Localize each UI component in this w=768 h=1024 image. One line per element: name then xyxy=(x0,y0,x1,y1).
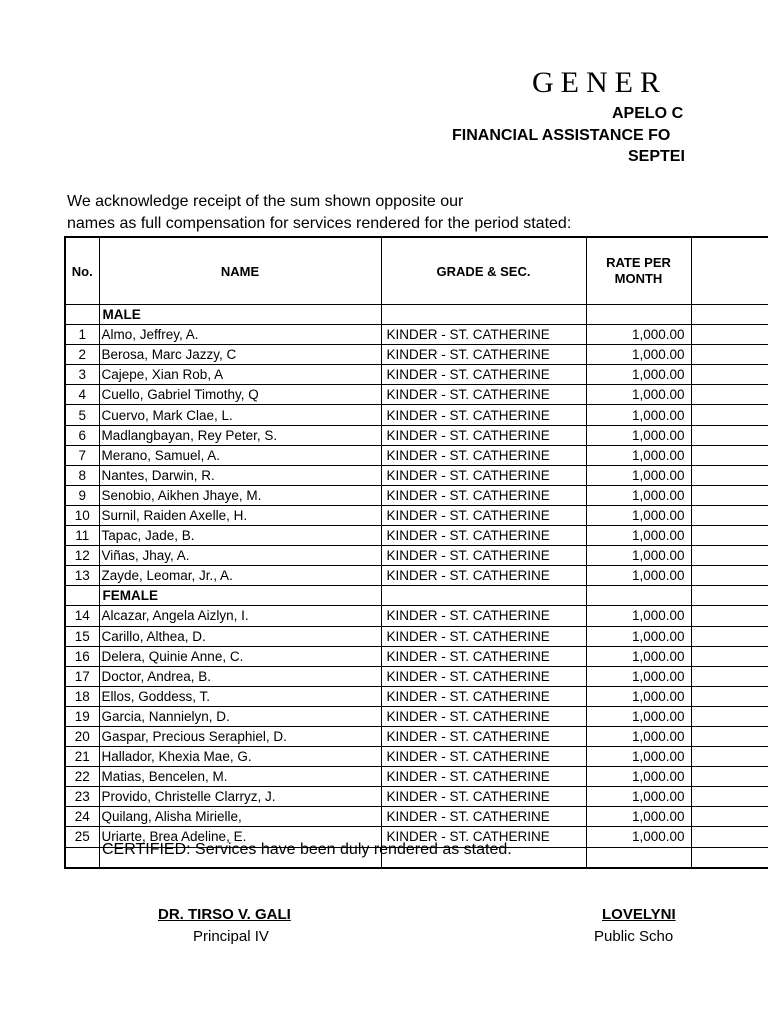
row-extra-cell xyxy=(691,505,768,525)
table-row xyxy=(65,706,768,726)
table-row xyxy=(65,345,768,365)
row-extra-cell xyxy=(691,445,768,465)
row-extra-cell xyxy=(691,646,768,666)
row-number: 2 xyxy=(65,345,99,365)
document-title: GENER xyxy=(532,66,667,99)
row-rate: 1,000.00 xyxy=(586,425,691,445)
row-number: 17 xyxy=(65,666,99,686)
row-number: 11 xyxy=(65,526,99,546)
row-extra-cell xyxy=(691,626,768,646)
row-number: 10 xyxy=(65,505,99,525)
table-row xyxy=(65,747,768,767)
payroll-table-body xyxy=(65,305,768,868)
row-rate: 1,000.00 xyxy=(586,445,691,465)
row-rate: 1,000.00 xyxy=(586,646,691,666)
row-name: Merano, Samuel, A. xyxy=(99,445,381,465)
row-number: 21 xyxy=(65,747,99,767)
signatory-second-name: LOVELYNI xyxy=(602,906,676,923)
section-no-cell xyxy=(65,586,99,606)
row-grade-section: KINDER - ST. CATHERINE xyxy=(381,686,586,706)
row-grade-section: KINDER - ST. CATHERINE xyxy=(381,325,586,345)
row-rate: 1,000.00 xyxy=(586,465,691,485)
row-grade-section: KINDER - ST. CATHERINE xyxy=(381,827,586,847)
row-extra-cell xyxy=(691,726,768,746)
row-grade-section: KINDER - ST. CATHERINE xyxy=(381,566,586,586)
row-name: Senobio, Aikhen Jhaye, M. xyxy=(99,485,381,505)
row-number: 4 xyxy=(65,385,99,405)
row-extra-cell xyxy=(691,405,768,425)
period-label: SEPTEI xyxy=(628,148,685,165)
table-row xyxy=(65,405,768,425)
row-extra-cell xyxy=(691,747,768,767)
row-extra-cell xyxy=(691,485,768,505)
section-grade-cell xyxy=(381,305,586,325)
table-row xyxy=(65,505,768,525)
row-number: 22 xyxy=(65,767,99,787)
row-name: Carillo, Althea, D. xyxy=(99,626,381,646)
row-number: 8 xyxy=(65,465,99,485)
row-number: 18 xyxy=(65,686,99,706)
signatory-second-title: Public Scho xyxy=(594,928,674,945)
row-extra-cell xyxy=(691,385,768,405)
section-extra-cell xyxy=(691,305,768,325)
row-name: Uriarte, Brea Adeline, E. xyxy=(99,827,381,847)
row-extra-cell xyxy=(691,666,768,686)
rate-header-line-2: MONTH xyxy=(614,271,663,286)
row-rate: 1,000.00 xyxy=(586,385,691,405)
table-row xyxy=(65,325,768,345)
row-grade-section: KINDER - ST. CATHERINE xyxy=(381,626,586,646)
row-rate: 1,000.00 xyxy=(586,505,691,525)
row-grade-section: KINDER - ST. CATHERINE xyxy=(381,706,586,726)
row-rate: 1,000.00 xyxy=(586,405,691,425)
row-number: 19 xyxy=(65,706,99,726)
row-name: Zayde, Leomar, Jr., A. xyxy=(99,566,381,586)
row-name: Garcia, Nannielyn, D. xyxy=(99,706,381,726)
section-no-cell xyxy=(65,305,99,325)
row-name: Doctor, Andrea, B. xyxy=(99,666,381,686)
row-grade-section: KINDER - ST. CATHERINE xyxy=(381,365,586,385)
table-row xyxy=(65,646,768,666)
row-rate: 1,000.00 xyxy=(586,485,691,505)
row-extra-cell xyxy=(691,365,768,385)
section-label: FEMALE xyxy=(99,586,381,606)
row-number: 12 xyxy=(65,546,99,566)
row-number: 23 xyxy=(65,787,99,807)
row-extra-cell xyxy=(691,706,768,726)
table-row xyxy=(65,807,768,827)
row-rate: 1,000.00 xyxy=(586,325,691,345)
row-number: 5 xyxy=(65,405,99,425)
row-name: Cuervo, Mark Clae, L. xyxy=(99,405,381,425)
row-extra-cell xyxy=(691,827,768,847)
row-rate: 1,000.00 xyxy=(586,666,691,686)
row-name: Ellos, Goddess, T. xyxy=(99,686,381,706)
row-name: Viñas, Jhay, A. xyxy=(99,546,381,566)
table-row xyxy=(65,787,768,807)
payroll-table xyxy=(64,236,768,869)
section-rate-cell xyxy=(586,586,691,606)
table-row xyxy=(65,385,768,405)
row-number: 15 xyxy=(65,626,99,646)
row-number: 1 xyxy=(65,325,99,345)
row-grade-section: KINDER - ST. CATHERINE xyxy=(381,546,586,566)
row-rate: 1,000.00 xyxy=(586,767,691,787)
column-header-name: NAME xyxy=(99,237,381,305)
row-grade-section: KINDER - ST. CATHERINE xyxy=(381,345,586,365)
table-row xyxy=(65,465,768,485)
row-extra-cell xyxy=(691,767,768,787)
row-rate: 1,000.00 xyxy=(586,747,691,767)
row-grade-section: KINDER - ST. CATHERINE xyxy=(381,666,586,686)
signatory-principal-title: Principal IV xyxy=(193,928,269,945)
row-name: Madlangbayan, Rey Peter, S. xyxy=(99,425,381,445)
row-extra-cell xyxy=(691,425,768,445)
row-grade-section: KINDER - ST. CATHERINE xyxy=(381,465,586,485)
table-row xyxy=(65,566,768,586)
acknowledgement-line-2: names as full compensation for services rendered for the period stated: xyxy=(67,215,572,232)
row-number: 9 xyxy=(65,485,99,505)
table-row xyxy=(65,626,768,646)
table-row xyxy=(65,485,768,505)
row-number: 13 xyxy=(65,566,99,586)
row-number: 6 xyxy=(65,425,99,445)
row-number: 24 xyxy=(65,807,99,827)
row-name: Delera, Quinie Anne, C. xyxy=(99,646,381,666)
table-row xyxy=(65,365,768,385)
row-grade-section: KINDER - ST. CATHERINE xyxy=(381,787,586,807)
row-number: 7 xyxy=(65,445,99,465)
table-row xyxy=(65,445,768,465)
row-rate: 1,000.00 xyxy=(586,345,691,365)
empty-cell xyxy=(65,847,99,868)
row-rate: 1,000.00 xyxy=(586,827,691,847)
empty-cell xyxy=(691,847,768,868)
acknowledgement-line-1: We acknowledge receipt of the sum shown opposite our xyxy=(67,193,464,210)
row-extra-cell xyxy=(691,526,768,546)
row-grade-section: KINDER - ST. CATHERINE xyxy=(381,646,586,666)
row-name: Gaspar, Precious Seraphiel, D. xyxy=(99,726,381,746)
row-grade-section: KINDER - ST. CATHERINE xyxy=(381,767,586,787)
empty-cell xyxy=(586,847,691,868)
signatory-principal-name: DR. TIRSO V. GALI xyxy=(158,906,291,923)
row-rate: 1,000.00 xyxy=(586,546,691,566)
row-extra-cell xyxy=(691,566,768,586)
section-rate-cell xyxy=(586,305,691,325)
row-name: Surnil, Raiden Axelle, H. xyxy=(99,505,381,525)
row-grade-section: KINDER - ST. CATHERINE xyxy=(381,726,586,746)
row-extra-cell xyxy=(691,325,768,345)
column-header-rate xyxy=(586,237,691,305)
row-rate: 1,000.00 xyxy=(586,726,691,746)
row-name: Cajepe, Xian Rob, A xyxy=(99,365,381,385)
row-extra-cell xyxy=(691,606,768,626)
table-row xyxy=(65,526,768,546)
table-row xyxy=(65,425,768,445)
row-rate: 1,000.00 xyxy=(586,686,691,706)
row-name: Hallador, Khexia Mae, G. xyxy=(99,747,381,767)
rate-header-line-1: RATE PER xyxy=(606,255,671,270)
row-name: Berosa, Marc Jazzy, C xyxy=(99,345,381,365)
row-name: Matias, Bencelen, M. xyxy=(99,767,381,787)
row-number: 20 xyxy=(65,726,99,746)
row-rate: 1,000.00 xyxy=(586,706,691,726)
row-rate: 1,000.00 xyxy=(586,365,691,385)
column-header-grade: GRADE & SEC. xyxy=(381,237,586,305)
row-rate: 1,000.00 xyxy=(586,626,691,646)
row-rate: 1,000.00 xyxy=(586,787,691,807)
row-name: Provido, Christelle Clarryz, J. xyxy=(99,787,381,807)
column-header-extra xyxy=(691,237,768,305)
section-grade-cell xyxy=(381,586,586,606)
row-number: 25 xyxy=(65,827,99,847)
row-number: 16 xyxy=(65,646,99,666)
row-rate: 1,000.00 xyxy=(586,526,691,546)
table-row xyxy=(65,767,768,787)
row-grade-section: KINDER - ST. CATHERINE xyxy=(381,505,586,525)
section-label: MALE xyxy=(99,305,381,325)
row-grade-section: KINDER - ST. CATHERINE xyxy=(381,405,586,425)
table-row xyxy=(65,666,768,686)
row-grade-section: KINDER - ST. CATHERINE xyxy=(381,385,586,405)
row-grade-section: KINDER - ST. CATHERINE xyxy=(381,425,586,445)
row-grade-section: KINDER - ST. CATHERINE xyxy=(381,807,586,827)
row-extra-cell xyxy=(691,465,768,485)
row-extra-cell xyxy=(691,546,768,566)
table-row xyxy=(65,546,768,566)
row-extra-cell xyxy=(691,807,768,827)
row-number: 3 xyxy=(65,365,99,385)
row-name: Almo, Jeffrey, A. xyxy=(99,325,381,345)
row-name: Nantes, Darwin, R. xyxy=(99,465,381,485)
row-name: Tapac, Jade, B. xyxy=(99,526,381,546)
certification-statement: CERTIFIED: Services have been duly rendered as stated. xyxy=(102,841,512,858)
table-row xyxy=(65,606,768,626)
row-extra-cell xyxy=(691,787,768,807)
row-extra-cell xyxy=(691,686,768,706)
row-grade-section: KINDER - ST. CATHERINE xyxy=(381,606,586,626)
row-number: 14 xyxy=(65,606,99,626)
row-extra-cell xyxy=(691,345,768,365)
row-grade-section: KINDER - ST. CATHERINE xyxy=(381,747,586,767)
row-grade-section: KINDER - ST. CATHERINE xyxy=(381,526,586,546)
row-rate: 1,000.00 xyxy=(586,606,691,626)
row-rate: 1,000.00 xyxy=(586,807,691,827)
row-grade-section: KINDER - ST. CATHERINE xyxy=(381,485,586,505)
row-name: Cuello, Gabriel Timothy, Q xyxy=(99,385,381,405)
table-row xyxy=(65,726,768,746)
document-subtitle: FINANCIAL ASSISTANCE FO xyxy=(452,127,671,144)
row-grade-section: KINDER - ST. CATHERINE xyxy=(381,445,586,465)
section-male xyxy=(65,305,768,325)
school-name: APELO C xyxy=(612,105,684,122)
table-row xyxy=(65,686,768,706)
row-name: Quilang, Alisha Mirielle, xyxy=(99,807,381,827)
row-name: Alcazar, Angela Aizlyn, I. xyxy=(99,606,381,626)
column-header-no: No. xyxy=(65,237,99,305)
section-female xyxy=(65,586,768,606)
section-extra-cell xyxy=(691,586,768,606)
row-rate: 1,000.00 xyxy=(586,566,691,586)
